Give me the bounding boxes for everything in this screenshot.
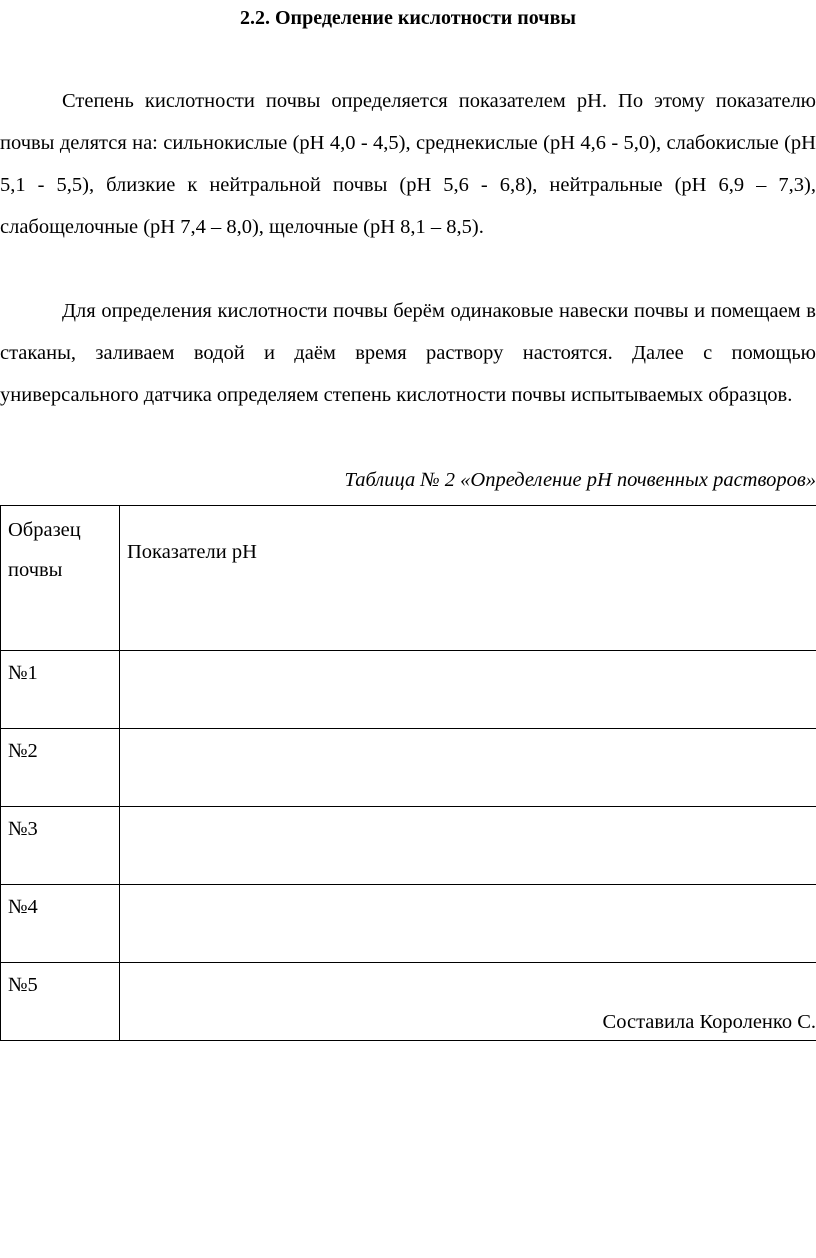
sample-cell: №3: [1, 807, 120, 885]
ph-value-cell: [120, 651, 816, 729]
table-row: [1, 729, 816, 807]
section-heading: 2.2. Определение кислотности почвы: [240, 7, 576, 29]
author-signature: Составила Короленко С.: [602, 1011, 816, 1033]
table-row: [1, 651, 816, 729]
header-cell-sample: Образец почвы: [1, 506, 120, 651]
ph-value-cell: [120, 807, 816, 885]
sample-cell: №1: [1, 651, 120, 729]
ph-value-cell: [120, 885, 816, 963]
sample-cell: №2: [1, 729, 120, 807]
header-cell-ph: Показатели рН: [120, 506, 816, 651]
table-row: [1, 885, 816, 963]
paragraph-ph-scale: Степень кислотности почвы определяется показателем pH. По этому показателю почвы делятся на: сильнокислые (рН 4,0 - 4,5), среднекислые (рН 4,6 - 5,0), слабокислые (рН 5,1 - 5,5), близкие к нейтральной почвы (рН 5,6 - 6,8), нейтральные (рН 6,9 – 7,3), слабощелочные (рН 7,4 – 8,0), щелочные (рН 8,1 – 8,5).: [0, 90, 816, 238]
sample-cell: №4: [1, 885, 120, 963]
ph-value-cell: [120, 729, 816, 807]
sample-cell: №5: [1, 963, 120, 1041]
table-row: [1, 807, 816, 885]
table-caption: Таблица № 2 «Определение рН почвенных растворов»: [344, 469, 816, 491]
paragraph-method: Для определения кислотности почвы берём одинаковые навески почвы и помещаем в стаканы, заливаем водой и даём время раствору настоятся. Далее с помощью универсального датчика определяем степень кислотности почвы испытываемых образцов.: [0, 300, 816, 406]
ph-results-table: [0, 505, 816, 1041]
table-header-row: [1, 506, 816, 651]
